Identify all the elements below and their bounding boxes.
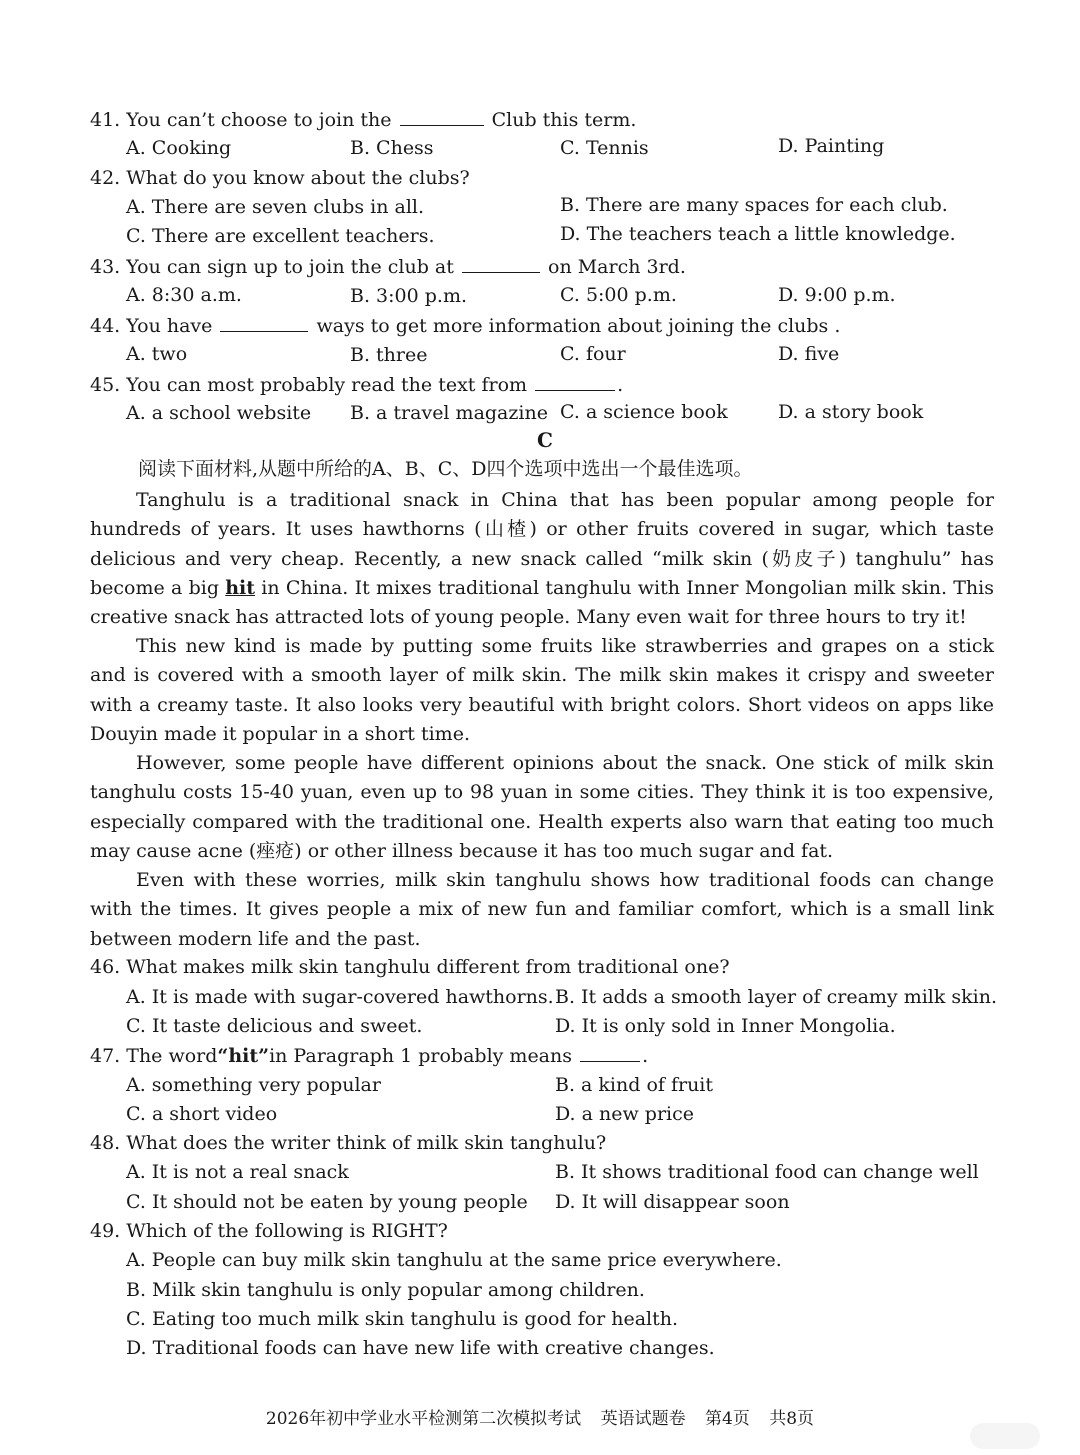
- option-43c: C. 5:00 p.m.: [560, 284, 677, 306]
- quoted-word: “hit”: [217, 1045, 270, 1067]
- option-41d: D. Painting: [778, 135, 885, 157]
- footer-exam-title: 2026年初中学业水平检测第二次模拟考试: [265, 1409, 582, 1429]
- option-44a: A. two: [126, 343, 188, 365]
- option-41c: C. Tennis: [560, 137, 649, 159]
- question-41: 41. You can’t choose to join the Club this term.: [90, 109, 637, 131]
- passage-paragraph-1: Tanghulu is a traditional snack in China that has been popular among people for hundreds of years. It uses hawthorns (山楂) or other fruits covered in sugar, which taste delicious and very cheap. Recently, a new snack called “milk skin (奶皮子) tanghulu” has become a big hit in China. It mixes traditional tanghulu with Inner Mongolian milk skin. This creative snack has attracted lots of young people. Many even wait for three hours to try it!: [90, 489, 994, 629]
- section-label: C: [537, 428, 553, 452]
- option-45d: D. a story book: [778, 401, 924, 423]
- page-footer: [0, 1404, 1080, 1429]
- question-43: 43. You can sign up to join the club at on March 3rd.: [90, 256, 686, 278]
- option-47d: D. a new price: [555, 1103, 694, 1125]
- watermark-badge: [970, 1423, 1040, 1449]
- option-44b: B. three: [350, 344, 428, 366]
- option-44d: D. five: [778, 343, 840, 365]
- option-47c: C. a short video: [126, 1103, 278, 1125]
- footer-page-number: 第4页: [705, 1409, 750, 1429]
- passage-paragraph-4: Even with these worries, milk skin tanghulu shows how traditional foods can change with the times. It gives people a mix of new fun and familiar comfort, which is a small link between modern life and the past.: [90, 869, 994, 950]
- option-43d: D. 9:00 p.m.: [778, 284, 896, 306]
- option-44c: C. four: [560, 343, 626, 365]
- option-43b: B. 3:00 p.m.: [350, 285, 468, 307]
- option-49a: A. People can buy milk skin tanghulu at the same price everywhere.: [126, 1249, 782, 1271]
- option-48b: B. It shows traditional food can change well: [555, 1161, 979, 1183]
- passage-paragraph-3: However, some people have different opinions about the snack. One stick of milk skin tanghulu costs 15-40 yuan, even up to 98 yuan in some cities. They think it is too expensive, especially compared with the traditional one. Health experts also warn that eating too much may cause acne (痤疮) or other illness because it has too much sugar and fat.: [90, 752, 994, 862]
- passage-paragraph-2: This new kind is made by putting some fruits like strawberries and grapes on a stick and is covered with a smooth layer of milk skin. The milk skin makes it crispy and sweeter with a creamy taste. It also looks very beautiful with bright colors. Short videos on apps like Douyin made it popular in a short time.: [90, 635, 994, 745]
- option-47b: B. a kind of fruit: [555, 1074, 714, 1096]
- option-49b: B. Milk skin tanghulu is only popular among children.: [126, 1279, 645, 1301]
- question-45: 45. You can most probably read the text from .: [90, 374, 624, 396]
- option-46b: B. It adds a smooth layer of creamy milk skin.: [555, 986, 998, 1008]
- hit-word: hit: [225, 576, 256, 599]
- option-49c: C. Eating too much milk skin tanghulu is good for health.: [126, 1308, 679, 1330]
- question-49: 49. Which of the following is RIGHT?: [90, 1220, 448, 1242]
- option-46c: C. It taste delicious and sweet.: [126, 1015, 423, 1037]
- question-46: 46. What makes milk skin tanghulu different from traditional one?: [90, 956, 730, 978]
- option-48a: A. It is not a real snack: [126, 1161, 349, 1183]
- option-43a: A. 8:30 a.m.: [126, 284, 242, 306]
- option-45b: B. a travel magazine: [350, 402, 548, 424]
- option-48d: D. It will disappear soon: [555, 1191, 790, 1213]
- option-42a: A. There are seven clubs in all.: [126, 196, 425, 218]
- option-47a: A. something very popular: [126, 1074, 381, 1096]
- question-44: 44. You have ways to get more information about joining the clubs .: [90, 315, 841, 337]
- option-42b: B. There are many spaces for each club.: [560, 194, 948, 216]
- option-41b: B. Chess: [350, 137, 434, 159]
- option-42d: D. The teachers teach a little knowledge.: [560, 223, 956, 245]
- option-41a: A. Cooking: [126, 137, 232, 159]
- answer-blank: [220, 313, 308, 332]
- option-48c: C. It should not be eaten by young people: [126, 1191, 528, 1213]
- question-42: 42. What do you know about the clubs?: [90, 167, 470, 189]
- footer-subject: 英语试题卷: [600, 1409, 686, 1429]
- answer-blank: [400, 107, 484, 126]
- answer-blank: [535, 372, 615, 391]
- option-45a: A. a school website: [126, 402, 312, 424]
- footer-total-pages: 共8页: [769, 1409, 815, 1429]
- option-46d: D. It is only sold in Inner Mongolia.: [555, 1015, 896, 1037]
- answer-blank: [462, 254, 540, 273]
- answer-blank: [580, 1043, 640, 1062]
- option-49d: D. Traditional foods can have new life with creative changes.: [126, 1337, 715, 1359]
- question-47: 47. The word“hit”in Paragraph 1 probably means .: [90, 1045, 649, 1067]
- option-45c: C. a science book: [560, 401, 728, 423]
- option-46a: A. It is made with sugar-covered hawthorns.: [126, 986, 554, 1008]
- option-42c: C. There are excellent teachers.: [126, 225, 435, 247]
- question-48: 48. What does the writer think of milk skin tanghulu?: [90, 1132, 607, 1154]
- section-instruction: 阅读下面材料,从题中所给的A、B、C、D四个选项中选出一个最佳选项。: [138, 458, 753, 480]
